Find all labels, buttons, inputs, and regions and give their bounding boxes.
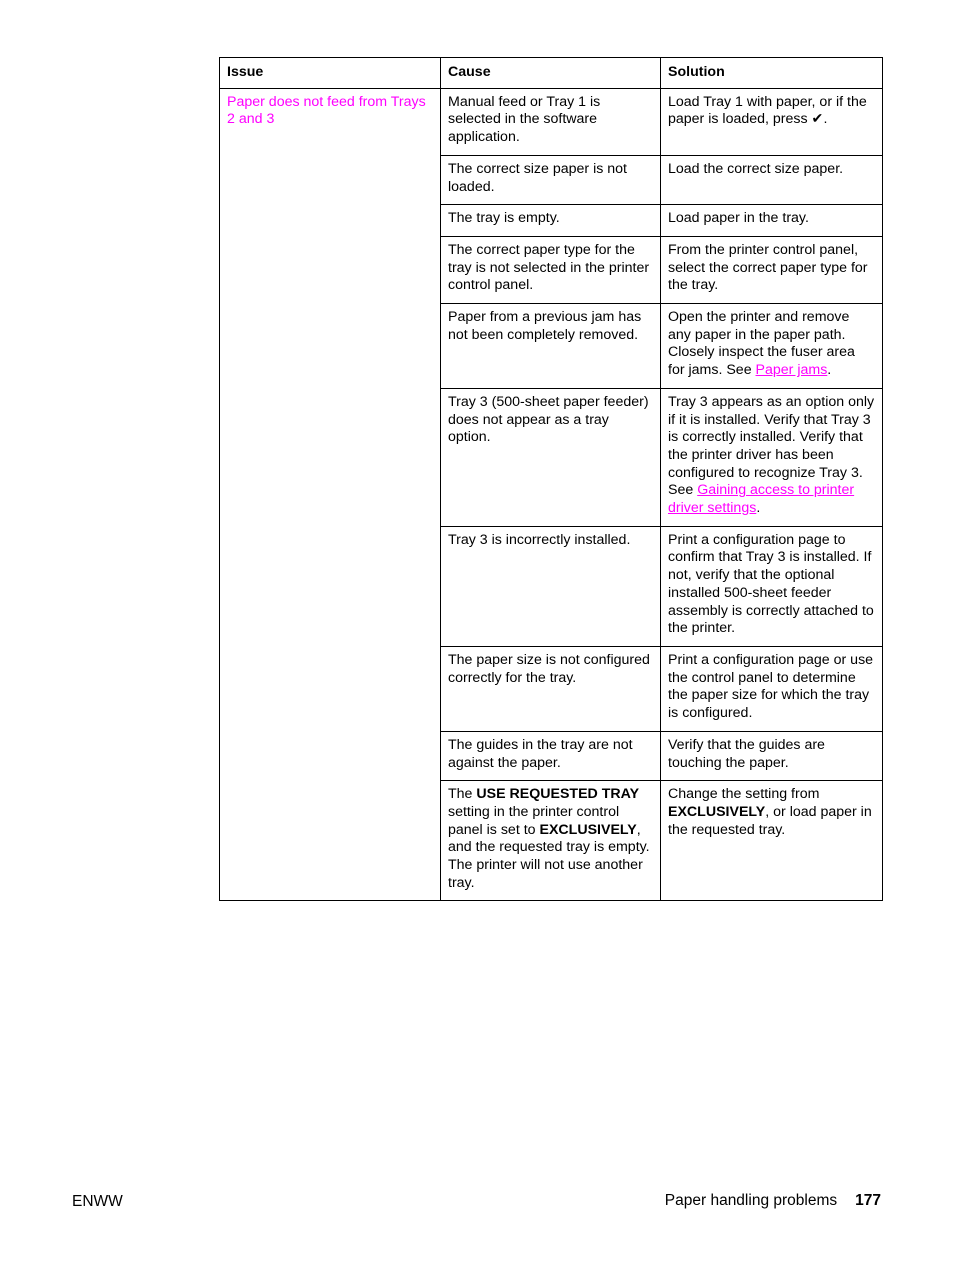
solution-text-end: . bbox=[827, 362, 832, 379]
cause-cell: Tray 3 (500-sheet paper feeder) does not appear as a tray option. bbox=[441, 388, 661, 526]
cause-cell: The guides in the tray are not against the paper. bbox=[441, 731, 661, 780]
column-header-issue: Issue bbox=[220, 58, 441, 89]
solution-cell bbox=[661, 304, 883, 389]
paper-jams-link[interactable]: Paper jams bbox=[755, 362, 828, 379]
cause-cell: The correct paper type for the tray is not selected in the printer control panel. bbox=[441, 236, 661, 303]
solution-text: Change the setting from bbox=[668, 786, 820, 803]
cause-cell: Manual feed or Tray 1 is selected in the software application. bbox=[441, 88, 661, 155]
setting-value: EXCLUSIVELY bbox=[539, 821, 637, 838]
solution-cell bbox=[661, 781, 883, 901]
column-header-cause: Cause bbox=[441, 58, 661, 89]
solution-text-end: . bbox=[823, 111, 828, 128]
setting-value: EXCLUSIVELY bbox=[668, 803, 766, 820]
solution-cell: Load the correct size paper. bbox=[661, 155, 883, 204]
solution-text: Load Tray 1 with paper, or if the paper is loaded, press bbox=[668, 93, 867, 128]
cause-text: , and the requested tray is empty. The printer will not use another tray. bbox=[448, 821, 650, 891]
solution-cell: Verify that the guides are touching the paper. bbox=[661, 731, 883, 780]
solution-text: Tray 3 appears as an option only if it is installed. Verify that Tray 3 is correctly installed. Verify that the printer driver has been configured to recognize Tray 3. See bbox=[668, 393, 875, 499]
solution-cell: Print a configuration page to confirm that Tray 3 is installed. If not, verify that the optional installed 500-sheet feeder assembly is correctly attached to the printer. bbox=[661, 526, 883, 646]
solution-text-end: , or load paper in the requested tray. bbox=[668, 803, 872, 838]
cause-cell bbox=[441, 781, 661, 901]
driver-settings-link[interactable]: Gaining access to printer driver settings bbox=[668, 482, 855, 517]
troubleshooting-table bbox=[219, 57, 883, 901]
issue-link[interactable]: Paper does not feed from Trays 2 and 3 bbox=[227, 93, 426, 128]
solution-cell: Print a configuration page or use the control panel to determine the paper size for which the tray is configured. bbox=[661, 646, 883, 731]
solution-cell: Load paper in the tray. bbox=[661, 205, 883, 237]
table-header-row bbox=[220, 58, 883, 89]
solution-text-end: . bbox=[756, 500, 761, 517]
page-number: 177 bbox=[855, 1192, 881, 1209]
table-row bbox=[220, 88, 883, 155]
footer-section bbox=[665, 1192, 881, 1210]
cause-cell: The correct size paper is not loaded. bbox=[441, 155, 661, 204]
cause-cell: The paper size is not configured correctly for the tray. bbox=[441, 646, 661, 731]
setting-name: USE REQUESTED TRAY bbox=[476, 786, 640, 803]
cause-text: setting in the printer control panel is set to bbox=[448, 803, 620, 838]
footer-enww: ENWW bbox=[72, 1193, 123, 1210]
column-header-solution: Solution bbox=[661, 58, 883, 89]
cause-cell: Tray 3 is incorrectly installed. bbox=[441, 526, 661, 646]
solution-cell bbox=[661, 88, 883, 155]
solution-cell: From the printer control panel, select the correct paper type for the tray. bbox=[661, 236, 883, 303]
footer-section-title: Paper handling problems bbox=[664, 1192, 838, 1209]
checkmark-icon: ✔ bbox=[811, 111, 824, 128]
solution-text: Open the printer and remove any paper in the paper path. Closely inspect the fuser area for jams. See bbox=[668, 309, 855, 379]
cause-cell: Paper from a previous jam has not been completely removed. bbox=[441, 304, 661, 389]
cause-cell: The tray is empty. bbox=[441, 205, 661, 237]
cause-text: The bbox=[448, 786, 477, 803]
issue-cell bbox=[220, 88, 441, 901]
solution-cell bbox=[661, 388, 883, 526]
